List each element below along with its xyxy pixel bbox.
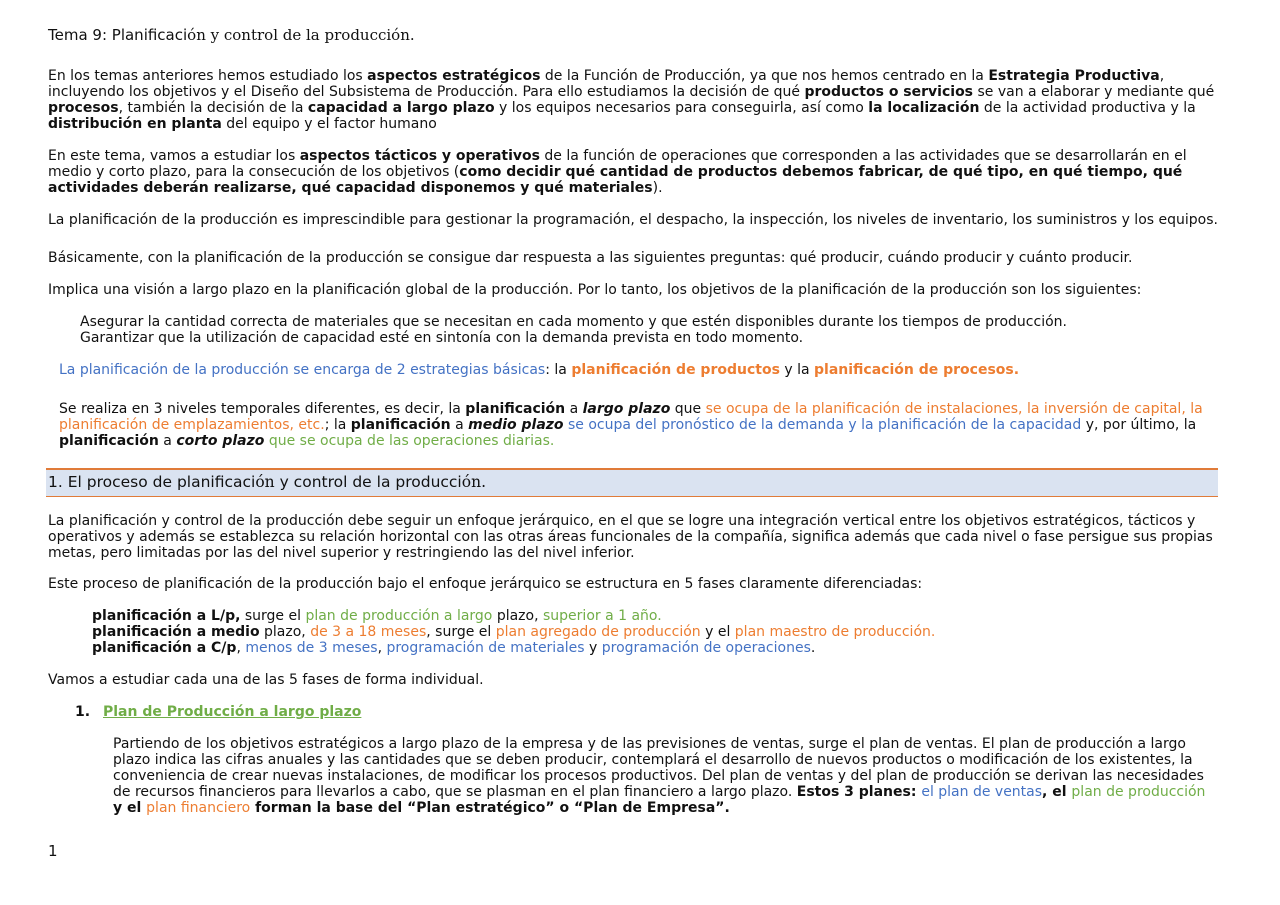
basicamente-paragraph: Básicamente, con la planificación de la producción se consigue dar respuesta a las siguientes preguntas: qué producir, cuándo producir y cuánto producir. [48,250,1133,266]
section-title: 1. El proceso de planificación y control de la producción. [48,473,486,491]
page-title: Tema 9: Planificación y control de la producción. [48,26,415,44]
subsection-number: 1. [75,704,91,720]
objetivo-item: Garantizar que la utilización de capacidad esté en sintonía con la demanda prevista en todo momento. [80,330,804,346]
implica-paragraph: Implica una visión a largo plazo en la planificación global de la producción. Por lo tanto, los objetivos de la planificación de la producción son los siguientes: [48,282,1142,298]
subsection-title: Plan de Producción a largo plazo [103,704,362,720]
estrategias-paragraph: La planificación de la producción se encarga de 2 estrategias básicas: la planificación de productos y la planificación de procesos. [59,362,1020,378]
plan-paragraph: Partiendo de los objetivos estratégicos a largo plazo de la empresa y de las previsiones de ventas, surge el plan de ventas. El plan de producción a largo plazo indica las cifras anuales y las cantidades que se deben producir, contemplará el desarrollo de nuevos productos o modificación de los existentes, la conveniencia de crear nuevas instalaciones, de modificar los procesos productivos. Del plan de ventas y del plan de producción se derivan las necesidades de recursos financieros para llevarlos a cabo, que se plasman en el plan financiero a largo plazo. Estos 3 planes: el plan de ventas, el plan de producción y el plan financiero forman la base del “Plan estratégico” o “Plan de Empresa”. [113,736,1206,816]
tema-paragraph: En este tema, vamos a estudiar los aspectos tácticos y operativos de la función de operaciones que corresponden a las actividades que se desarrollarán en el medio y corto plazo, para la consecución de los objetivos (como decidir qué cantidad de productos debemos fabricar, de qué tipo, en qué tiempo, qué actividades deberán realizarse, qué capacidad disponemos y qué materiales). [48,148,1187,196]
intro-paragraph: En los temas anteriores hemos estudiado los aspectos estratégicos de la Función de Producción, ya que nos hemos centrado en la Estrategia Productiva, incluyendo los objetivos y el Diseño del Subsistema de Producción. Para ello estudiamos la decisión de qué productos o servicios se van a elaborar y mediante qué procesos, también la decisión de la capacidad a largo plazo y los equipos necesarios para conseguirla, así como la localización de la actividad productiva y la distribución en planta del equipo y el factor humano [48,68,1215,132]
page-number: 1 [48,842,58,860]
imprescindible-paragraph: La planificación de la producción es imprescindible para gestionar la programación, el despacho, la inspección, los niveles de inventario, los suministros y los equipos. [48,212,1218,228]
fase-item: planificación a C/p, menos de 3 meses, programación de materiales y programación de operaciones. [92,640,816,656]
fases-intro-paragraph: Este proceso de planificación de la producción bajo el enfoque jerárquico se estructura en 5 fases claramente diferenciadas: [48,576,923,592]
vamos-paragraph: Vamos a estudiar cada una de las 5 fases de forma individual. [48,672,484,688]
jerarquico-paragraph: La planificación y control de la producción debe seguir un enfoque jerárquico, en el que se logre una integración vertical entre los objetivos estratégicos, tácticos y operativos y además se establezca su relación horizontal con las otras áreas funcionales de la compañía, significa además que cada nivel o fase persigue sus propias metas, pero limitadas por las del nivel superior y restringiendo las del nivel inferior. [48,513,1213,561]
fase-item: planificación a L/p, surge el plan de producción a largo plazo, superior a 1 año. [92,608,662,624]
objetivo-item: Asegurar la cantidad correcta de materiales que se necesitan en cada momento y que estén disponibles durante los tiempos de producción. [80,314,1067,330]
niveles-paragraph: Se realiza en 3 niveles temporales diferentes, es decir, la planificación a largo plazo que se ocupa de la planificación de instalaciones, la inversión de capital, la planificación de emplazamientos, etc.; la planificación a medio plazo se ocupa del pronóstico de la demanda y la planificación de la capacidad y, por último, la planificación a corto plazo que se ocupa de las operaciones diarias. [59,401,1203,449]
fase-item: planificación a medio plazo, de 3 a 18 meses, surge el plan agregado de producción y el plan maestro de producción. [92,624,936,640]
